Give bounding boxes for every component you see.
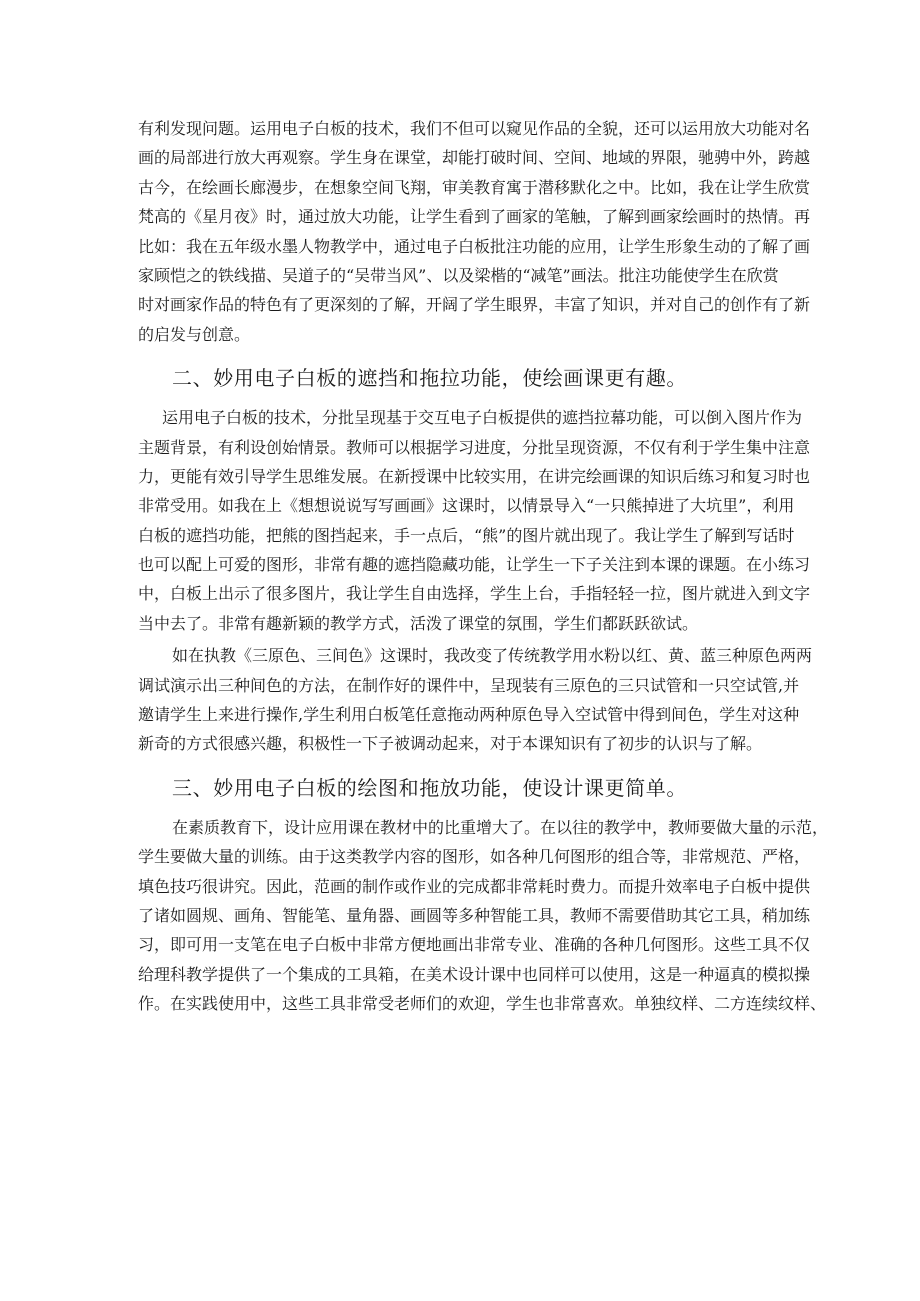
text-line: 运用电子白板的技术，分批呈现基于交互电子白板提供的遮挡拉幕功能，可以倒入图片作为 [162, 408, 803, 428]
text-line: 家顾恺之的铁线描、吴道子的“吴带当风”、以及梁楷的“减笔”画法。批注功能使学生在欣赏 [138, 265, 779, 285]
text-line: 也可以配上可爱的图形，非常有趣的遮挡隐藏功能，让学生一下子关注到本课的课题。在小练习 [138, 555, 811, 575]
text-line: 如在执教《三原色、三间色》这课时，我改变了传统教学用水粉以红、黄、蓝三种原色两两 [172, 646, 813, 666]
text-line: 时对画家作品的特色有了更深刻的了解，开阔了学生眼界，丰富了知识，并对自己的创作有了新 [138, 295, 811, 315]
text-line: 在素质教育下，设计应用课在教材中的比重增大了。在以往的教学中，教师要做大量的示范， [172, 817, 829, 837]
text-line: 古今，在绘画长廊漫步，在想象空间飞翔，审美教育寓于潜移默化之中。比如，我在让学生欣赏 [138, 177, 811, 197]
text-line: 白板的遮挡功能，把熊的图挡起来，手一点后，“熊”的图片就出现了。我让学生了解到写话时 [138, 525, 795, 545]
section-heading-2: 二、妙用电子白板的遮挡和拖拉功能，使绘画课更有趣。 [172, 366, 687, 391]
text-line: 梵高的《星月夜》时，通过放大功能，让学生看到了画家的笔触，了解到画家绘画时的热情。再 [138, 207, 811, 227]
spacer [138, 349, 796, 363]
text-line: 邀请学生上来进行操作,学生利用白板笔任意拖动两种原色导入空试管中得到间色，学生对这种 [138, 705, 800, 725]
text-line: 主题背景，有利设创始情景。教师可以根据学习进度，分批呈现资源，不仅有利于学生集中注意 [138, 437, 811, 457]
text-line: 力，更能有效引导学生思维发展。在新授课中比较实用，在讲完绘画课的知识后练习和复习时也 [138, 466, 811, 486]
text-line: 作。在实践使用中，这些工具非常受老师们的欢迎，学生也非常喜欢。单独纹样、二方连续纹样、 [138, 994, 827, 1014]
text-line: 填色技巧很讲究。因此，范画的制作或作业的完成都非常耗时费力。而提升效率电子白板中提供 [138, 876, 811, 896]
paragraph-4 [138, 813, 829, 1019]
text-line: 新奇的方式很感兴趣，积极性一下子被调动起来，对于本课知识有了初步的认识与了解。 [138, 734, 763, 754]
text-line: 当中去了。非常有趣新颖的教学方式，活泼了课堂的氛围，学生们都跃跃欲试。 [138, 613, 699, 633]
text-line: 调试演示出三种间色的方法，在制作好的课件中，呈现装有三原色的三只试管和一只空试管,并 [138, 675, 800, 695]
paragraph-2 [138, 403, 811, 638]
paragraph-1 [138, 114, 811, 349]
section-heading-3: 三、妙用电子白板的绘图和拖放功能，使设计课更简单。 [172, 775, 687, 800]
text-line: 习，即可用一支笔在电子白板中非常方便地画出非常专业、准确的各种几何图形。这些工具不仅 [138, 935, 811, 955]
text-line: 中，白板上出示了很多图片，我让学生自由选择，学生上台，手指轻轻一拉，图片就进入到文字 [138, 584, 811, 604]
document-body [138, 114, 829, 1019]
text-line: 比如：我在五年级水墨人物教学中，通过电子白板批注功能的应用，让学生形象生动的了解了画 [138, 236, 811, 256]
spacer [138, 803, 796, 813]
text-line: 画的局部进行放大再观察。学生身在课堂，却能打破时间、空间、地域的界限，驰骋中外，跨越 [138, 148, 811, 168]
text-line: 学生要做大量的训练。由于这类教学内容的图形，如各种几何图形的组合等，非常规范、严格， [138, 847, 811, 867]
spacer [138, 393, 796, 403]
text-line: 给理科教学提供了一个集成的工具箱，在美术设计课中也同样可以使用，这是一种逼真的模拟操 [138, 964, 811, 984]
spacer [138, 759, 796, 773]
text-line: 非常受用。如我在上《想想说说写写画画》这课时，以情景导入“一只熊掉进了大坑里”，利用 [138, 496, 795, 516]
paragraph-3 [138, 641, 813, 759]
text-line: 有利发现问题。运用电子白板的技术，我们不但可以窥见作品的全貌，还可以运用放大功能对名 [138, 119, 811, 138]
text-line: 的启发与创意。 [138, 324, 251, 344]
text-line: 了诸如圆规、画角、智能笔、量角器、画圆等多种智能工具，教师不需要借助其它工具，稍加练 [138, 905, 811, 925]
